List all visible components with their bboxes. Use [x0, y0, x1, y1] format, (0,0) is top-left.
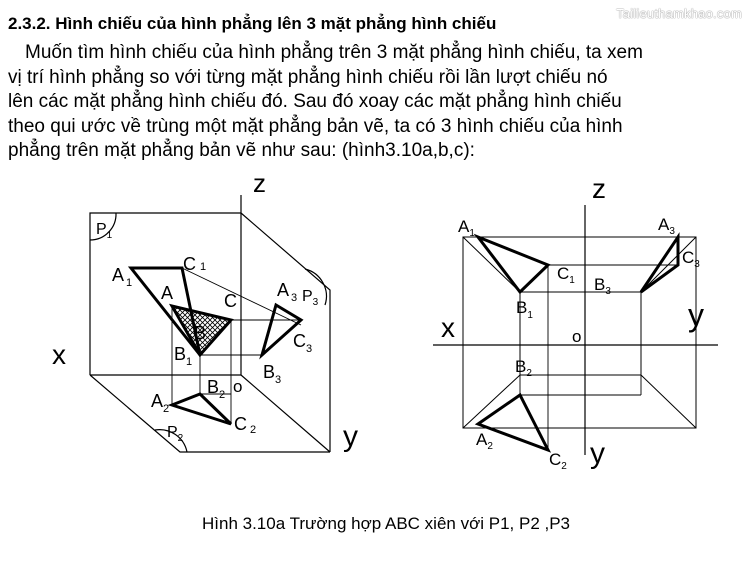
- paragraph-line: lên các mặt phẳng hình chiếu đó. Sau đó xoay các mặt phẳng hình chiếu: [8, 91, 622, 112]
- label-b3-left: $B_3$: [263, 362, 282, 386]
- label-b3-right: $B_3$: [594, 275, 611, 297]
- paragraph-line: phẳng trên mặt phẳng bản vẽ như sau: (hình3.10a,b,c):: [8, 140, 475, 161]
- y-axis-left: [241, 375, 330, 452]
- label-b1-left: $B_1$: [174, 344, 193, 368]
- plane-p2-label: $P_2$: [167, 424, 184, 444]
- axis-x-right: x: [441, 312, 455, 343]
- figure-left: [90, 195, 330, 452]
- label-a2-right: $A_2$: [476, 430, 493, 452]
- label-a-left: A: [161, 283, 174, 303]
- origin-right: o: [572, 327, 582, 346]
- label-c1-right: $C_1$: [557, 264, 575, 286]
- section-heading: 2.3.2. Hình chiếu của hình phẳng lên 3 mặt phẳng hình chiếu: [8, 14, 497, 33]
- label-a2-left: $A_2$: [151, 391, 170, 415]
- label-c3-left: $C_3$: [293, 331, 313, 355]
- label-b1-right: $B_1$: [516, 298, 533, 321]
- axis-y-bottom: y: [590, 437, 605, 470]
- label-a1-right: $A_1$: [458, 217, 475, 239]
- labels-right: [441, 173, 704, 472]
- paragraph-line: theo qui ước về trùng một mặt phẳng bản vẽ, ta có 3 hình chiếu của hình: [8, 115, 623, 137]
- plane-p3-label: $P_3$: [302, 288, 319, 308]
- label-b2-left: $B_2$: [207, 377, 226, 401]
- label-c2-left: C 2: [234, 414, 257, 436]
- axis-z-right: z: [592, 173, 606, 204]
- label-b2-right: $B_2$: [515, 357, 532, 379]
- axis-z-left: z: [253, 168, 266, 198]
- label-a3-left: A $_3$: [277, 280, 298, 304]
- axis-y-right: y: [688, 297, 704, 333]
- plane-p1-label: $P_1$: [96, 221, 113, 241]
- diagonal-br: [641, 375, 696, 428]
- paragraph-line: vị trí hình phẳng so với từng mặt phẳng hình chiếu rồi lần lượt chiếu nó: [8, 66, 608, 88]
- axis-y-left: y: [343, 420, 358, 453]
- figure-caption: Hình 3.10a Trường hợp ABC xiên với P1, P2 ,P3: [202, 514, 571, 533]
- label-c1-left: C 1: [183, 254, 207, 274]
- label-c2-right: $C_2$: [549, 450, 567, 472]
- axis-x-left: x: [52, 339, 66, 370]
- label-c-left: C: [224, 291, 237, 311]
- label-a1-left: A $_1$: [112, 265, 133, 289]
- triangle-abc3-right: [641, 237, 678, 292]
- label-a3-right: $A_3$: [658, 215, 675, 237]
- paragraph-line: Muốn tìm hình chiếu của hình phẳng trên 3 mặt phẳng hình chiếu, ta xem: [25, 42, 643, 63]
- watermark: Tailieuthamkhao.com: [616, 6, 742, 21]
- origin-left: o: [233, 377, 243, 396]
- triangle-abc1-right: [478, 237, 548, 292]
- diagonal-tl: [463, 237, 520, 292]
- label-c3-right: $C_3$: [682, 248, 700, 270]
- label-b-left: B: [194, 323, 207, 343]
- labels-left: [52, 168, 358, 453]
